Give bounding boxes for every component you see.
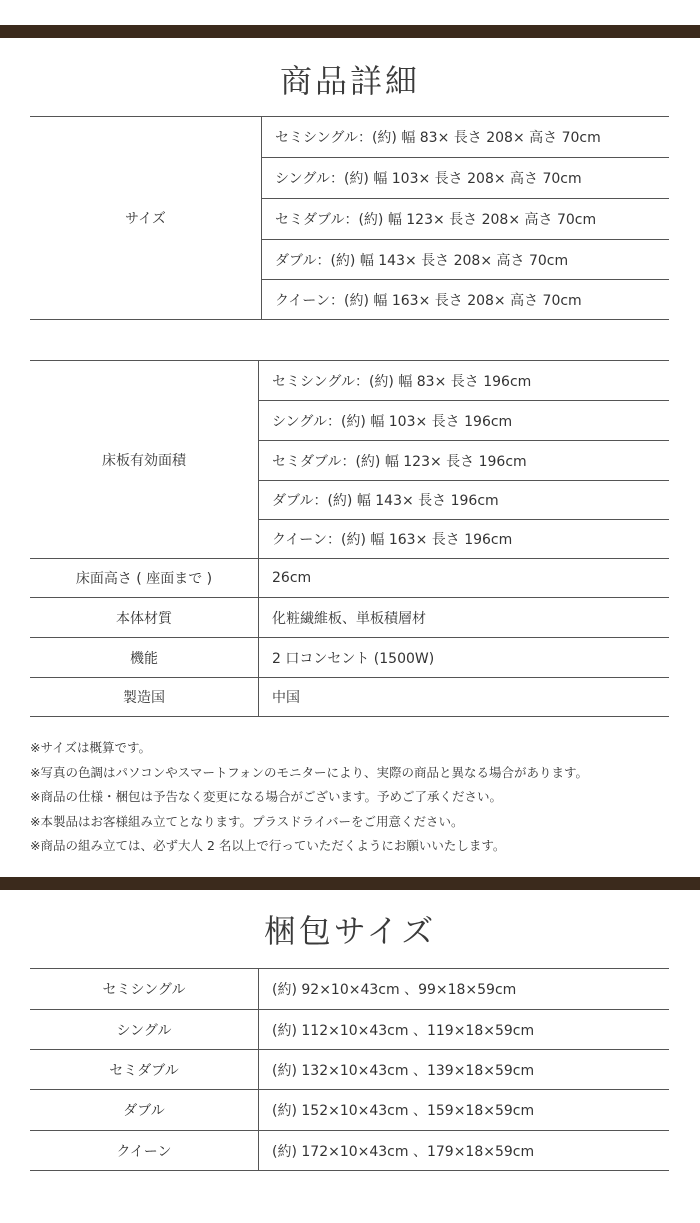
packing-value: (約) 132×10×43cm 、139×18×59cm: [272, 1062, 535, 1079]
size-value: シングル：(約) 幅 103× 長さ 208× 高さ 70cm: [262, 158, 669, 199]
floor-area-values: [259, 361, 669, 558]
size-group: [30, 117, 669, 319]
spec-value: 2 口コンセント (1500W): [272, 650, 435, 667]
size-value: クイーン：(約) 幅 163× 長さ 208× 高さ 70cm: [275, 292, 582, 309]
section-divider-bar: [0, 877, 700, 890]
size-label: サイズ: [30, 117, 262, 319]
packing-row: [30, 1131, 669, 1170]
spec-row-height: [30, 559, 669, 598]
packing-value: (約) 152×10×43cm 、159×18×59cm: [272, 1103, 535, 1119]
spec-value: 26cm: [272, 570, 312, 586]
packing-row: [30, 1050, 669, 1090]
spec-label: 床面高さ ( 座面まで ): [30, 559, 259, 597]
packing-label: シングル: [30, 1010, 259, 1049]
spec-label: 機能: [30, 638, 259, 677]
spec-row-material: [30, 598, 669, 638]
floor-area-value: セミダブル：(約) 幅 123× 長さ 196cm: [259, 441, 669, 481]
top-divider-bar: [0, 25, 700, 38]
packing-label: ダブル: [30, 1090, 259, 1130]
spec-table: [30, 360, 669, 717]
floor-area-group: [30, 361, 669, 559]
packing-label: セミダブル: [30, 1050, 259, 1089]
packing-table: [30, 968, 669, 1171]
packing-row: [30, 1090, 669, 1131]
spec-row-origin: [30, 678, 669, 716]
note-line: ※商品の仕様・梱包は予告なく変更になる場合がございます。予めご了承ください。: [30, 789, 502, 805]
floor-area-value: シングル：(約) 幅 103× 長さ 196cm: [259, 401, 669, 441]
size-value: セミダブル：(約) 幅 123× 長さ 208× 高さ 70cm: [262, 199, 669, 240]
packing-row: [30, 969, 669, 1010]
packing-value: (約) 92×10×43cm 、99×18×59cm: [272, 982, 517, 998]
floor-area-value: クイーン：(約) 幅 163× 長さ 196cm: [272, 532, 513, 548]
notes: [30, 736, 690, 859]
note-line: ※写真の色調はパソコンやスマートフォンのモニターにより、実際の商品と異なる場合があります。: [30, 764, 588, 780]
floor-area-label: 床板有効面積: [30, 361, 259, 558]
floor-area-value: セミシングル：(約) 幅 83× 長さ 196cm: [259, 361, 669, 401]
size-value: ダブル：(約) 幅 143× 長さ 208× 高さ 70cm: [262, 240, 669, 280]
packing-label: クイーン: [30, 1131, 259, 1170]
packing-label: セミシングル: [30, 969, 259, 1009]
note-line: ※商品の組み立ては、必ず大人 2 名以上で行っていただくようにお願いいたします。: [30, 838, 506, 854]
details-heading: 商品詳細: [279, 62, 420, 100]
size-value: セミシングル：(約) 幅 83× 長さ 208× 高さ 70cm: [262, 117, 669, 158]
spec-value: 中国: [272, 690, 300, 706]
size-table: [30, 116, 669, 320]
note-line: ※本製品はお客様組み立てとなります。プラスドライバーをご用意ください。: [30, 813, 464, 829]
packing-heading: 梱包サイズ: [263, 912, 437, 950]
spec-label: 製造国: [30, 678, 259, 716]
spec-row-function: [30, 638, 669, 678]
note-line: ※サイズは概算です。: [30, 740, 151, 755]
packing-row: [30, 1010, 669, 1050]
floor-area-value: ダブル：(約) 幅 143× 長さ 196cm: [259, 481, 669, 520]
spec-value: 化粧繊維板、単板積層材: [272, 610, 426, 627]
packing-value: (約) 112×10×43cm 、119×18×59cm: [272, 1022, 535, 1039]
packing-value: (約) 172×10×43cm 、179×18×59cm: [272, 1143, 535, 1160]
spec-label: 本体材質: [30, 598, 259, 637]
size-values: [262, 117, 669, 319]
